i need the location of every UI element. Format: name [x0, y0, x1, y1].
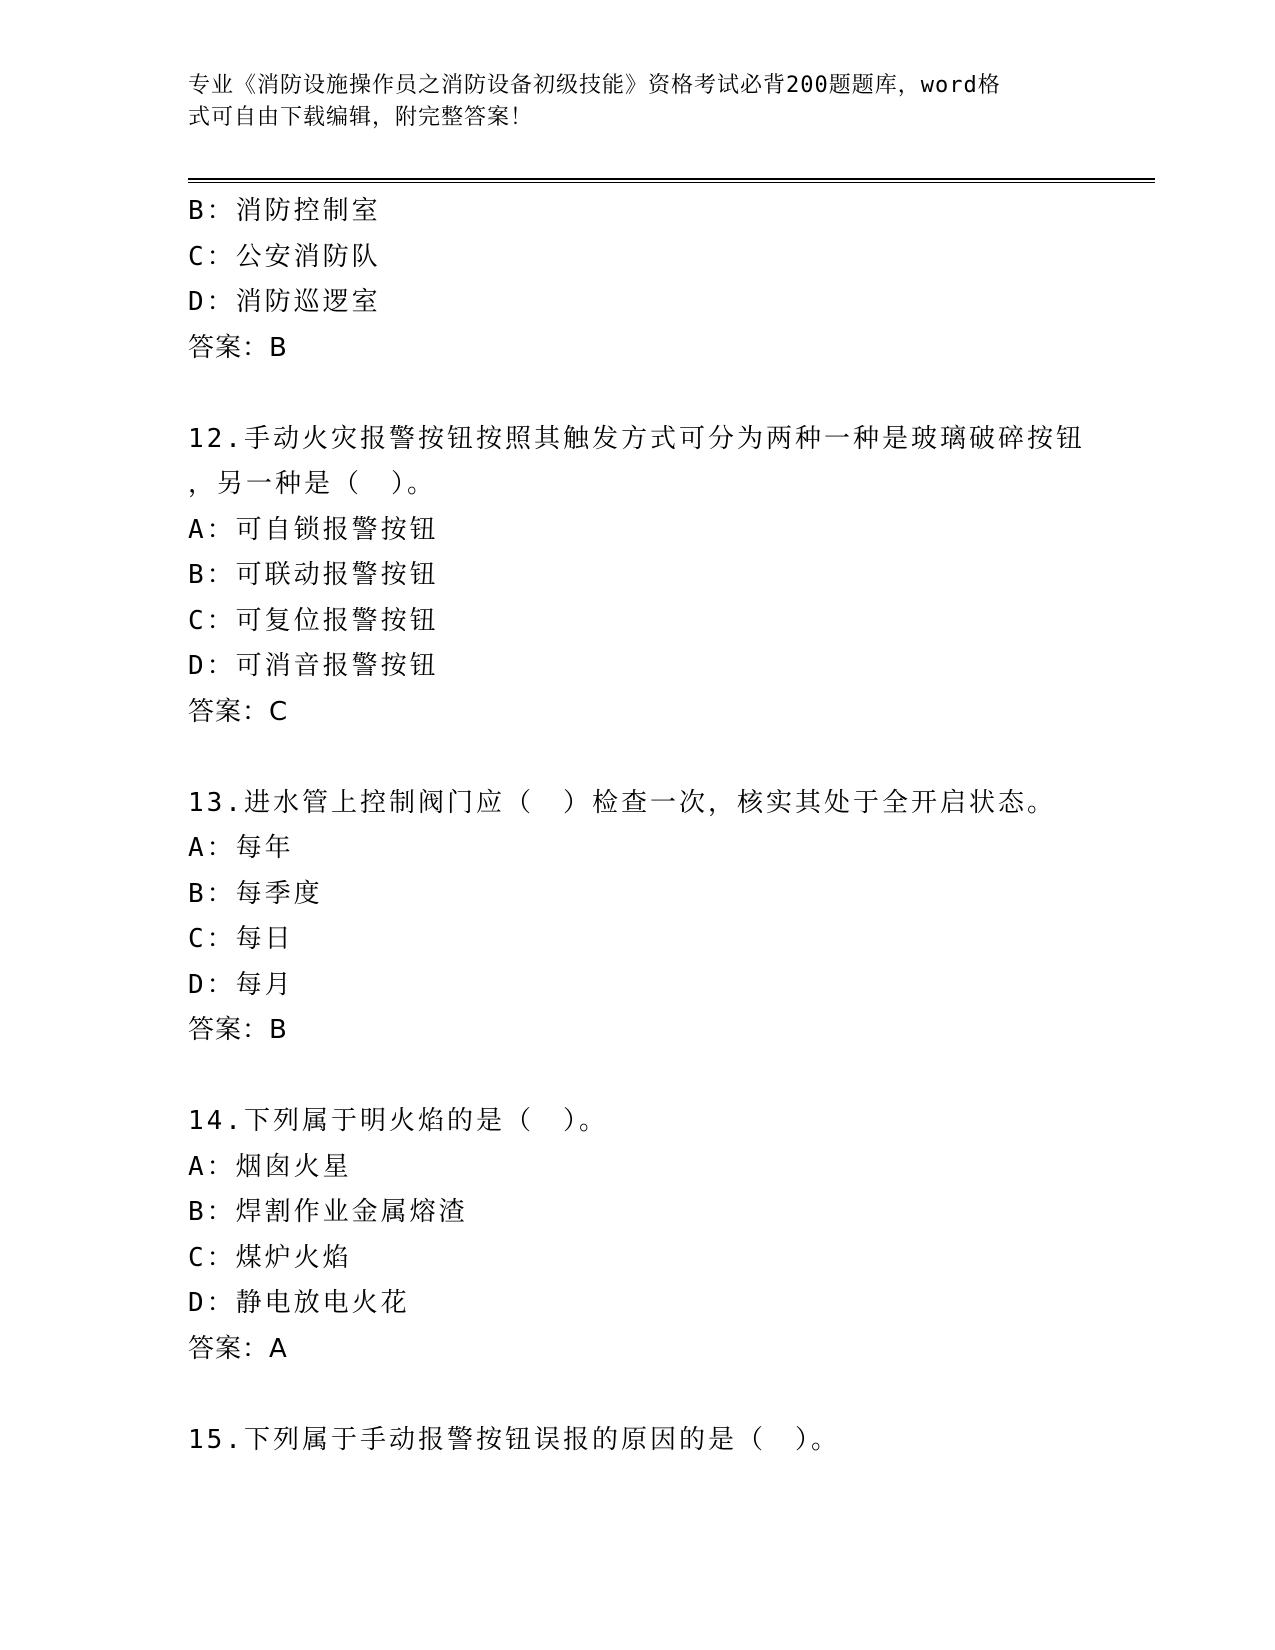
option-c: C：公安消防队 — [188, 241, 381, 272]
question-15 — [188, 1418, 1088, 1464]
spacer — [188, 735, 1088, 781]
option-a: A：可自锁报警按钮 — [188, 514, 439, 545]
header-divider — [188, 178, 1155, 183]
option-b: B：每季度 — [188, 878, 323, 909]
option-d: D：消防巡逻室 — [188, 287, 381, 317]
option-d: D：静电放电火花 — [188, 1288, 410, 1318]
option-a: A：烟囱火星 — [188, 1151, 352, 1182]
spacer — [188, 1054, 1088, 1100]
answer-line: 答案：C — [188, 696, 289, 727]
option-d: D：每月 — [188, 969, 294, 1000]
question-stem-continued: ，另一种是（ ）。 — [188, 469, 437, 499]
answer-line: 答案：B — [188, 1015, 288, 1045]
question-14 — [188, 1099, 1088, 1372]
question-11-continued — [188, 189, 1088, 371]
document-header — [188, 70, 1068, 134]
answer-line: 答案：B — [188, 332, 288, 363]
document-body — [188, 189, 1088, 1463]
question-stem: 14.下列属于明火焰的是（ ）。 — [188, 1106, 608, 1136]
option-b: B：可联动报警按钮 — [188, 560, 439, 590]
question-stem: 15.下列属于手动报警按钮误报的原因的是（ ）。 — [188, 1424, 840, 1455]
spacer — [188, 1372, 1088, 1418]
option-d: D：可消音报警按钮 — [188, 651, 439, 681]
option-b: B：消防控制室 — [188, 196, 381, 226]
question-12 — [188, 417, 1088, 736]
header-line-1: 专业《消防设施操作员之消防设备初级技能》资格考试必背200题题库，word格 — [188, 73, 1001, 98]
answer-line: 答案：A — [188, 1333, 288, 1364]
header-line-2: 式可自由下载编辑，附完整答案！ — [188, 105, 534, 130]
option-c: C：可复位报警按钮 — [188, 605, 439, 636]
option-c: C：煤炉火焰 — [188, 1242, 352, 1273]
option-c: C：每日 — [188, 924, 294, 954]
question-13 — [188, 781, 1088, 1054]
question-stem: 13.进水管上控制阀门应（ ）检查一次，核实其处于全开启状态。 — [188, 787, 1056, 818]
option-b: B：焊割作业金属熔渣 — [188, 1197, 468, 1227]
spacer — [188, 371, 1088, 417]
option-a: A：每年 — [188, 833, 294, 863]
question-stem: 12.手动火灾报警按钮按照其触发方式可分为两种一种是玻璃破碎按钮 — [188, 423, 1085, 454]
